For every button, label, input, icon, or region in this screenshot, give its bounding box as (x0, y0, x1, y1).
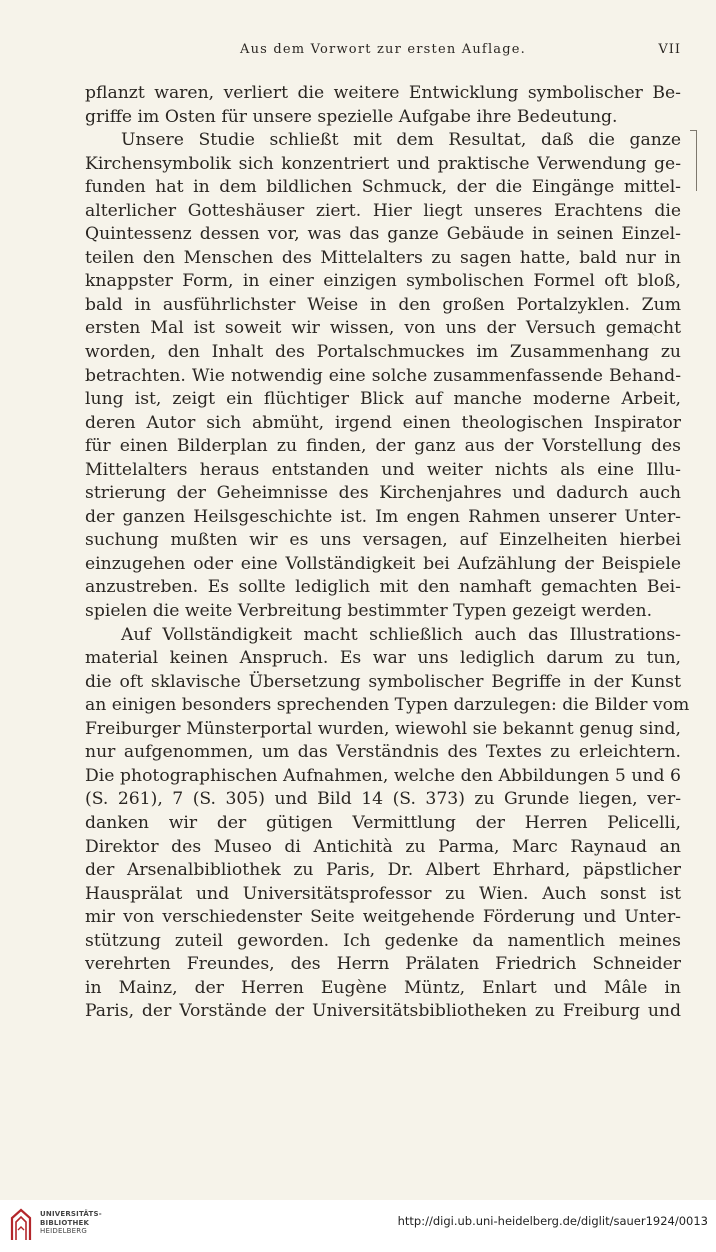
margin-pencil-mark (651, 322, 660, 336)
text-line: Die photographischen Aufnahmen, welche den Abbildungen 5 und 6 (85, 765, 681, 786)
text-line: an einigen besonders sprechenden Typen darzulegen: die Bilder vom (85, 695, 690, 716)
text-line: knappster Form, in einer einzigen symbolischen Formel oft bloß, (85, 271, 681, 292)
text-line: Mittelalters heraus entstanden und weiter nichts als eine Illu- (85, 459, 681, 480)
library-name-line: BIBLIOTHEK (40, 1218, 90, 1227)
text-line: suchung mußten wir es uns versagen, auf Einzelheiten hierbei (85, 530, 681, 551)
text-line: für einen Bilderplan zu finden, der ganz aus der Vorstellung des (85, 436, 681, 457)
text-line: Kirchensymbolik sich konzentriert und praktische Verwendung ge- (85, 153, 681, 174)
text-line: anzustreben. Es sollte lediglich mit den namhaft gemachten Bei- (85, 577, 681, 598)
text-line: der Arsenalbibliothek zu Paris, Dr. Albert Ehrhard, päpstlicher (85, 860, 681, 881)
margin-pencil-mark (690, 130, 697, 191)
text-line: Unsere Studie schließt mit dem Resultat, daß die ganze (121, 130, 681, 151)
library-name-line: HEIDELBERG (40, 1227, 87, 1235)
text-line: der ganzen Heilsgeschichte ist. Im engen Rahmen unserer Unter- (85, 506, 681, 527)
text-line: deren Autor sich abmüht, irgend einen theologischen Inspirator (85, 412, 681, 433)
library-name (40, 1210, 102, 1236)
text-line: Auf Vollständigkeit macht schließlich auch das Illustrations- (121, 624, 681, 645)
text-line: material keinen Anspruch. Es war uns lediglich darum zu tun, (85, 648, 681, 669)
text-line: Hausprälat und Universitätsprofessor zu Wien. Auch sonst ist (85, 883, 681, 904)
text-line: einzugehen oder eine Vollständigkeit bei Aufzählung der Beispiele (85, 553, 681, 574)
page-header (85, 42, 681, 64)
text-line: in Mainz, der Herren Eugène Müntz, Enlart und Mâle in (85, 977, 681, 998)
text-line: stützung zuteil geworden. Ich gedenke da namentlich meines (85, 930, 681, 951)
running-title: Aus dem Vorwort zur ersten Auflage. (240, 42, 526, 57)
text-line: (S. 261), 7 (S. 305) und Bild 14 (S. 373) zu Grunde liegen, ver- (85, 789, 681, 810)
text-line: Quintessenz dessen vor, was das ganze Gebäude in seinen Einzel- (85, 224, 681, 245)
text-line: funden hat in dem bildlichen Schmuck, der die Eingänge mittel- (85, 177, 681, 198)
text-line: Direktor des Museo di Antichità zu Parma, Marc Raynaud an (85, 836, 681, 857)
source-url-link[interactable]: http://digi.ub.uni-heidelberg.de/diglit/sauer1924/0013 (397, 1214, 708, 1228)
text-line: griffe im Osten für unsere spezielle Aufgabe ihre Bedeutung. (85, 106, 618, 127)
text-line: lung ist, zeigt ein flüchtiger Blick auf manche moderne Arbeit, (85, 389, 681, 410)
library-name-line: UNIVERSITÄTS- (40, 1210, 102, 1218)
text-line: nur aufgenommen, um das Verständnis des Textes zu erleichtern. (85, 742, 681, 763)
text-line: Freiburger Münsterportal wurden, wiewohl sie bekannt genug sind, (85, 718, 681, 739)
text-line: teilen den Menschen des Mittelalters zu sagen hatte, bald nur in (85, 247, 681, 268)
text-line: alterlicher Gotteshäuser ziert. Hier liegt unseres Erachtens die (85, 200, 681, 221)
page-number: VII (658, 42, 681, 57)
text-line: danken wir der gütigen Vermittlung der Herren Pelicelli, (85, 812, 681, 833)
text-line: strierung der Geheimnisse des Kirchenjahres und dadurch auch (85, 483, 681, 504)
text-line: bald in ausführlichster Weise in den großen Portalzyklen. Zum (85, 294, 681, 315)
text-line: Paris, der Vorstände der Universitätsbibliotheken zu Freiburg und (85, 1001, 681, 1022)
text-line: mir von verschiedenster Seite weitgehende Förderung und Unter- (85, 907, 681, 928)
text-line: die oft sklavische Übersetzung symbolischer Begriffe in der Kunst (85, 671, 681, 692)
text-line: betrachten. Wie notwendig eine solche zusammenfassende Behand- (85, 365, 681, 386)
text-line: spielen die weite Verbreitung bestimmter Typen gezeigt werden. (85, 601, 653, 622)
body-text (85, 82, 690, 1024)
text-line: worden, den Inhalt des Portalschmuckes im Zusammenhang zu (85, 342, 681, 363)
library-logo-icon[interactable] (8, 1206, 34, 1244)
text-line: ersten Mal ist soweit wir wissen, von uns der Versuch gemacht (85, 318, 681, 339)
footer-bar (0, 1200, 716, 1252)
text-line: verehrten Freundes, des Herrn Prälaten Friedrich Schneider (85, 954, 681, 975)
text-line: pflanzt waren, verliert die weitere Entwicklung symbolischer Be- (85, 83, 681, 103)
